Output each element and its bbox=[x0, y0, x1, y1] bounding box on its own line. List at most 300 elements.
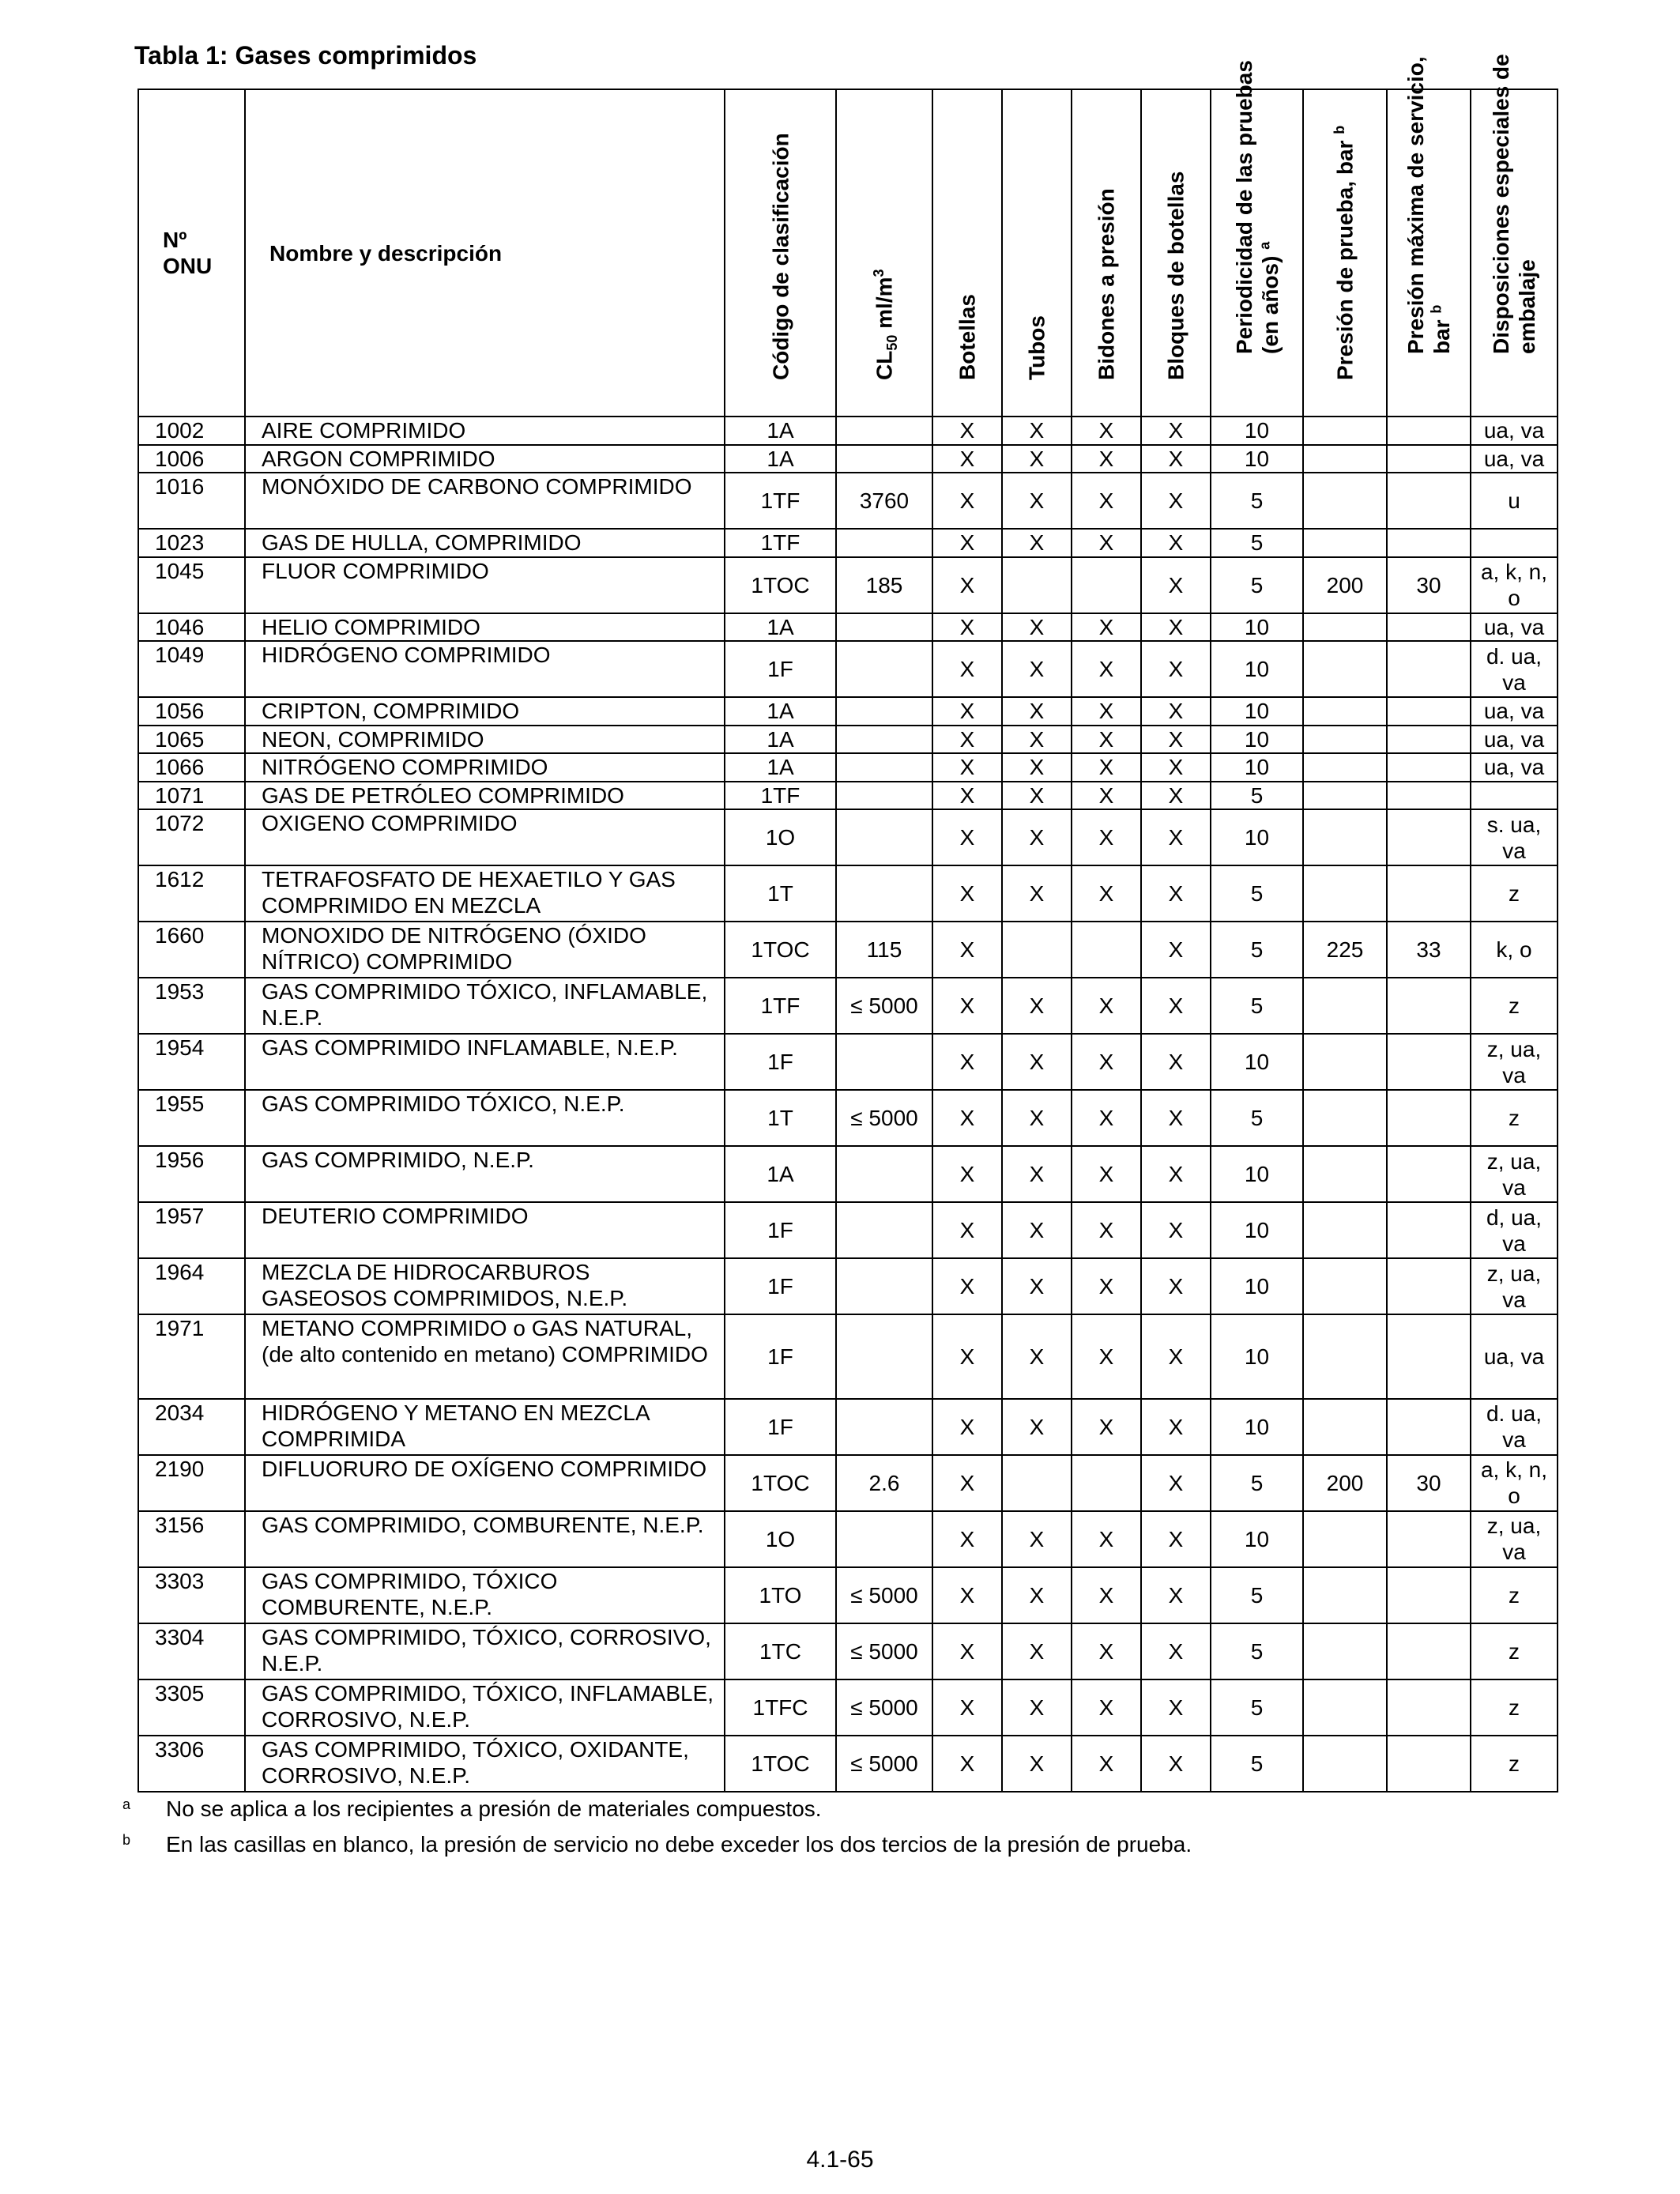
header-disposiciones-line1: Disposiciones especiales de bbox=[1489, 54, 1513, 354]
cell-disposiciones: z bbox=[1471, 1679, 1558, 1736]
header-lc50-text: CL bbox=[872, 350, 897, 380]
cell-presion-prueba bbox=[1303, 865, 1387, 922]
cell-periodicidad: 10 bbox=[1211, 1202, 1303, 1258]
cell-botellas: X bbox=[932, 1623, 1002, 1679]
cell-botellas: X bbox=[932, 1736, 1002, 1792]
cell-bloques: X bbox=[1141, 782, 1211, 810]
cell-disposiciones: z, ua, va bbox=[1471, 1511, 1558, 1567]
cell-onu: 2034 bbox=[138, 1399, 245, 1455]
cell-bloques: X bbox=[1141, 641, 1211, 697]
cell-bidones: X bbox=[1072, 1034, 1141, 1090]
cell-name: GAS COMPRIMIDO, TÓXICO, INFLAMABLE, CORROSIVO, N.E.P. bbox=[245, 1679, 725, 1736]
cell-tubos: X bbox=[1002, 753, 1072, 782]
cell-presion-prueba bbox=[1303, 1258, 1387, 1314]
cell-bloques: X bbox=[1141, 445, 1211, 473]
cell-bidones: X bbox=[1072, 473, 1141, 529]
cell-code: 1A bbox=[725, 613, 836, 642]
cell-bidones: X bbox=[1072, 1202, 1141, 1258]
cell-code: 1A bbox=[725, 697, 836, 726]
cell-tubos: X bbox=[1002, 782, 1072, 810]
cell-lc50 bbox=[836, 809, 932, 865]
cell-botellas: X bbox=[932, 782, 1002, 810]
cell-botellas: X bbox=[932, 529, 1002, 557]
table-row bbox=[138, 865, 1558, 922]
table-row bbox=[138, 1034, 1558, 1090]
cell-code: 1T bbox=[725, 1090, 836, 1146]
cell-periodicidad: 5 bbox=[1211, 1567, 1303, 1623]
cell-periodicidad: 5 bbox=[1211, 865, 1303, 922]
cell-lc50: ≤ 5000 bbox=[836, 1090, 932, 1146]
cell-tubos: X bbox=[1002, 1090, 1072, 1146]
cell-presion-prueba bbox=[1303, 445, 1387, 473]
cell-tubos: X bbox=[1002, 1399, 1072, 1455]
header-botellas bbox=[932, 89, 1002, 417]
cell-periodicidad: 10 bbox=[1211, 417, 1303, 445]
table-row bbox=[138, 417, 1558, 445]
cell-bloques: X bbox=[1141, 753, 1211, 782]
cell-onu: 1954 bbox=[138, 1034, 245, 1090]
cell-botellas: X bbox=[932, 1146, 1002, 1202]
cell-tubos: X bbox=[1002, 641, 1072, 697]
header-botellas-text: Botellas bbox=[955, 294, 980, 380]
cell-onu: 2190 bbox=[138, 1455, 245, 1511]
header-presion-max bbox=[1387, 56, 1471, 417]
cell-bloques: X bbox=[1141, 1314, 1211, 1399]
header-disposiciones bbox=[1471, 54, 1558, 417]
cell-name: GAS COMPRIMIDO, TÓXICO, OXIDANTE, CORROSIVO, N.E.P. bbox=[245, 1736, 725, 1792]
cell-presion-max: 30 bbox=[1387, 1455, 1471, 1511]
cell-lc50: ≤ 5000 bbox=[836, 1623, 932, 1679]
cell-tubos bbox=[1002, 557, 1072, 613]
footnote-a-mark: a bbox=[122, 1796, 131, 1812]
cell-lc50 bbox=[836, 1146, 932, 1202]
cell-botellas: X bbox=[932, 726, 1002, 754]
cell-lc50 bbox=[836, 865, 932, 922]
table-row bbox=[138, 473, 1558, 529]
cell-presion-prueba bbox=[1303, 753, 1387, 782]
header-tubos-text: Tubos bbox=[1024, 315, 1049, 380]
header-periodicidad-line1: Periodicidad de las pruebas bbox=[1231, 60, 1256, 354]
header-bloques-text: Bloques de botellas bbox=[1163, 171, 1188, 380]
table-row bbox=[138, 1146, 1558, 1202]
cell-lc50 bbox=[836, 641, 932, 697]
cell-presion-max bbox=[1387, 529, 1471, 557]
cell-bidones: X bbox=[1072, 1314, 1141, 1399]
cell-disposiciones: ua, va bbox=[1471, 1314, 1558, 1399]
cell-bidones: X bbox=[1072, 809, 1141, 865]
cell-periodicidad: 5 bbox=[1211, 782, 1303, 810]
cell-name: MONÓXIDO DE CARBONO COMPRIMIDO bbox=[245, 473, 725, 529]
cell-botellas: X bbox=[932, 1202, 1002, 1258]
cell-bidones: X bbox=[1072, 782, 1141, 810]
cell-name: GAS COMPRIMIDO, COMBURENTE, N.E.P. bbox=[245, 1511, 725, 1567]
cell-code: 1A bbox=[725, 726, 836, 754]
cell-onu: 1957 bbox=[138, 1202, 245, 1258]
cell-name: HELIO COMPRIMIDO bbox=[245, 613, 725, 642]
cell-name: GAS COMPRIMIDO TÓXICO, INFLAMABLE, N.E.P. bbox=[245, 978, 725, 1034]
cell-bloques: X bbox=[1141, 417, 1211, 445]
cell-disposiciones: ua, va bbox=[1471, 726, 1558, 754]
cell-name: GAS COMPRIMIDO, TÓXICO, CORROSIVO, N.E.P. bbox=[245, 1623, 725, 1679]
table-row bbox=[138, 641, 1558, 697]
cell-onu: 1964 bbox=[138, 1258, 245, 1314]
cell-presion-prueba bbox=[1303, 1511, 1387, 1567]
cell-tubos: X bbox=[1002, 1258, 1072, 1314]
cell-bidones: X bbox=[1072, 865, 1141, 922]
cell-onu: 1056 bbox=[138, 697, 245, 726]
cell-bidones: X bbox=[1072, 1399, 1141, 1455]
table-row bbox=[138, 809, 1558, 865]
cell-name: DIFLUORURO DE OXÍGENO COMPRIMIDO bbox=[245, 1455, 725, 1511]
cell-presion-prueba bbox=[1303, 641, 1387, 697]
cell-presion-prueba bbox=[1303, 1314, 1387, 1399]
cell-disposiciones: z bbox=[1471, 1567, 1558, 1623]
cell-name: METANO COMPRIMIDO o GAS NATURAL, (de alto contenido en metano) COMPRIMIDO bbox=[245, 1314, 725, 1399]
cell-presion-max bbox=[1387, 865, 1471, 922]
header-lc50-sup: 3 bbox=[871, 269, 887, 277]
cell-presion-prueba: 200 bbox=[1303, 557, 1387, 613]
cell-name: GAS DE HULLA, COMPRIMIDO bbox=[245, 529, 725, 557]
cell-disposiciones bbox=[1471, 529, 1558, 557]
table-row bbox=[138, 1455, 1558, 1511]
cell-bloques: X bbox=[1141, 613, 1211, 642]
table-row bbox=[138, 1399, 1558, 1455]
cell-periodicidad: 5 bbox=[1211, 557, 1303, 613]
cell-botellas: X bbox=[932, 1314, 1002, 1399]
cell-presion-prueba bbox=[1303, 978, 1387, 1034]
cell-bidones bbox=[1072, 557, 1141, 613]
header-lc50-sub: 50 bbox=[884, 334, 901, 351]
cell-bidones: X bbox=[1072, 726, 1141, 754]
cell-botellas: X bbox=[932, 1258, 1002, 1314]
cell-bloques: X bbox=[1141, 1258, 1211, 1314]
cell-lc50 bbox=[836, 726, 932, 754]
table-row bbox=[138, 613, 1558, 642]
table-row bbox=[138, 1314, 1558, 1399]
cell-lc50 bbox=[836, 1034, 932, 1090]
cell-onu: 1006 bbox=[138, 445, 245, 473]
cell-code: 1TOC bbox=[725, 1736, 836, 1792]
table-row bbox=[138, 1623, 1558, 1679]
cell-lc50 bbox=[836, 1399, 932, 1455]
cell-presion-max bbox=[1387, 1314, 1471, 1399]
cell-bidones: X bbox=[1072, 1090, 1141, 1146]
cell-periodicidad: 10 bbox=[1211, 445, 1303, 473]
cell-bidones bbox=[1072, 922, 1141, 978]
table-row bbox=[138, 529, 1558, 557]
cell-name: GAS COMPRIMIDO TÓXICO, N.E.P. bbox=[245, 1090, 725, 1146]
cell-bidones: X bbox=[1072, 1679, 1141, 1736]
header-tubos bbox=[1002, 89, 1072, 417]
cell-tubos: X bbox=[1002, 726, 1072, 754]
cell-lc50 bbox=[836, 529, 932, 557]
cell-name: HIDRÓGENO Y METANO EN MEZCLA COMPRIMIDA bbox=[245, 1399, 725, 1455]
cell-name: HIDRÓGENO COMPRIMIDO bbox=[245, 641, 725, 697]
cell-disposiciones: ua, va bbox=[1471, 697, 1558, 726]
header-bidones bbox=[1072, 89, 1141, 417]
cell-disposiciones: z, ua, va bbox=[1471, 1258, 1558, 1314]
cell-code: 1O bbox=[725, 1511, 836, 1567]
cell-periodicidad: 10 bbox=[1211, 1511, 1303, 1567]
cell-disposiciones: a, k, n, o bbox=[1471, 557, 1558, 613]
cell-periodicidad: 10 bbox=[1211, 697, 1303, 726]
cell-onu: 1660 bbox=[138, 922, 245, 978]
cell-disposiciones: z bbox=[1471, 978, 1558, 1034]
cell-botellas: X bbox=[932, 1511, 1002, 1567]
cell-disposiciones: d. ua, va bbox=[1471, 641, 1558, 697]
table-row bbox=[138, 1567, 1558, 1623]
header-periodicidad-sup: a bbox=[1256, 241, 1273, 250]
cell-presion-max bbox=[1387, 978, 1471, 1034]
cell-presion-prueba bbox=[1303, 697, 1387, 726]
cell-disposiciones: z bbox=[1471, 1623, 1558, 1679]
cell-botellas: X bbox=[932, 473, 1002, 529]
cell-disposiciones: ua, va bbox=[1471, 445, 1558, 473]
cell-tubos: X bbox=[1002, 1679, 1072, 1736]
cell-tubos: X bbox=[1002, 865, 1072, 922]
cell-onu: 1046 bbox=[138, 613, 245, 642]
header-code bbox=[725, 89, 836, 417]
cell-tubos: X bbox=[1002, 1623, 1072, 1679]
cell-onu: 1956 bbox=[138, 1146, 245, 1202]
cell-bloques: X bbox=[1141, 697, 1211, 726]
cell-lc50 bbox=[836, 417, 932, 445]
cell-botellas: X bbox=[932, 697, 1002, 726]
header-periodicidad-line2: (en años) bbox=[1257, 249, 1283, 354]
cell-bidones: X bbox=[1072, 753, 1141, 782]
cell-bloques: X bbox=[1141, 557, 1211, 613]
cell-code: 1TC bbox=[725, 1623, 836, 1679]
cell-presion-max bbox=[1387, 1736, 1471, 1792]
cell-presion-max bbox=[1387, 1202, 1471, 1258]
cell-bidones: X bbox=[1072, 1146, 1141, 1202]
cell-presion-prueba bbox=[1303, 473, 1387, 529]
cell-code: 1TOC bbox=[725, 1455, 836, 1511]
cell-disposiciones: ua, va bbox=[1471, 753, 1558, 782]
cell-periodicidad: 5 bbox=[1211, 529, 1303, 557]
cell-disposiciones: z, ua, va bbox=[1471, 1034, 1558, 1090]
cell-disposiciones: d, ua, va bbox=[1471, 1202, 1558, 1258]
cell-periodicidad: 10 bbox=[1211, 641, 1303, 697]
table-row bbox=[138, 978, 1558, 1034]
cell-bidones: X bbox=[1072, 1567, 1141, 1623]
cell-onu: 1612 bbox=[138, 865, 245, 922]
cell-bloques: X bbox=[1141, 529, 1211, 557]
cell-code: 1F bbox=[725, 1314, 836, 1399]
cell-lc50: ≤ 5000 bbox=[836, 1679, 932, 1736]
cell-botellas: X bbox=[932, 753, 1002, 782]
cell-periodicidad: 5 bbox=[1211, 1679, 1303, 1736]
cell-name: CRIPTON, COMPRIMIDO bbox=[245, 697, 725, 726]
cell-botellas: X bbox=[932, 978, 1002, 1034]
cell-periodicidad: 10 bbox=[1211, 809, 1303, 865]
cell-disposiciones: z bbox=[1471, 1736, 1558, 1792]
cell-tubos: X bbox=[1002, 1034, 1072, 1090]
cell-periodicidad: 5 bbox=[1211, 1090, 1303, 1146]
cell-tubos bbox=[1002, 922, 1072, 978]
cell-botellas: X bbox=[932, 1034, 1002, 1090]
cell-code: 1F bbox=[725, 1202, 836, 1258]
table-row bbox=[138, 1258, 1558, 1314]
cell-lc50 bbox=[836, 782, 932, 810]
cell-disposiciones: z bbox=[1471, 865, 1558, 922]
cell-botellas: X bbox=[932, 1679, 1002, 1736]
cell-bloques: X bbox=[1141, 726, 1211, 754]
cell-bloques: X bbox=[1141, 922, 1211, 978]
header-bidones-text: Bidones a presión bbox=[1094, 188, 1119, 380]
cell-disposiciones: a, k, n, o bbox=[1471, 1455, 1558, 1511]
cell-lc50: 2.6 bbox=[836, 1455, 932, 1511]
cell-tubos bbox=[1002, 1455, 1072, 1511]
cell-presion-prueba bbox=[1303, 809, 1387, 865]
table-row bbox=[138, 1090, 1558, 1146]
cell-bloques: X bbox=[1141, 1146, 1211, 1202]
cell-name: MONOXIDO DE NITRÓGENO (ÓXIDO NÍTRICO) COMPRIMIDO bbox=[245, 922, 725, 978]
cell-onu: 1049 bbox=[138, 641, 245, 697]
table-row bbox=[138, 697, 1558, 726]
cell-tubos: X bbox=[1002, 809, 1072, 865]
cell-bidones: X bbox=[1072, 1258, 1141, 1314]
cell-name: AIRE COMPRIMIDO bbox=[245, 417, 725, 445]
cell-botellas: X bbox=[932, 922, 1002, 978]
header-periodicidad bbox=[1211, 60, 1303, 417]
cell-code: 1TF bbox=[725, 473, 836, 529]
cell-presion-max bbox=[1387, 1090, 1471, 1146]
cell-code: 1F bbox=[725, 641, 836, 697]
cell-lc50 bbox=[836, 445, 932, 473]
cell-tubos: X bbox=[1002, 1736, 1072, 1792]
cell-lc50: 3760 bbox=[836, 473, 932, 529]
cell-disposiciones: ua, va bbox=[1471, 417, 1558, 445]
cell-presion-max bbox=[1387, 782, 1471, 810]
cell-tubos: X bbox=[1002, 613, 1072, 642]
cell-disposiciones: u bbox=[1471, 473, 1558, 529]
cell-botellas: X bbox=[932, 613, 1002, 642]
cell-name: GAS COMPRIMIDO INFLAMABLE, N.E.P. bbox=[245, 1034, 725, 1090]
cell-name: MEZCLA DE HIDROCARBUROS GASEOSOS COMPRIMIDOS, N.E.P. bbox=[245, 1258, 725, 1314]
header-bloques bbox=[1141, 89, 1211, 417]
cell-presion-max bbox=[1387, 1567, 1471, 1623]
cell-periodicidad: 5 bbox=[1211, 1736, 1303, 1792]
cell-presion-max: 33 bbox=[1387, 922, 1471, 978]
cell-code: 1O bbox=[725, 809, 836, 865]
cell-botellas: X bbox=[932, 641, 1002, 697]
table-body bbox=[138, 417, 1558, 1792]
cell-bidones: X bbox=[1072, 641, 1141, 697]
cell-bloques: X bbox=[1141, 1511, 1211, 1567]
header-presion-max-line2: bar bbox=[1430, 313, 1454, 354]
cell-periodicidad: 10 bbox=[1211, 726, 1303, 754]
cell-presion-max bbox=[1387, 809, 1471, 865]
cell-botellas: X bbox=[932, 865, 1002, 922]
cell-disposiciones: d. ua, va bbox=[1471, 1399, 1558, 1455]
header-presion-max-line1: Presión máxima de servicio, bbox=[1403, 56, 1428, 354]
cell-presion-prueba bbox=[1303, 1202, 1387, 1258]
cell-lc50: 185 bbox=[836, 557, 932, 613]
cell-botellas: X bbox=[932, 809, 1002, 865]
cell-onu: 1002 bbox=[138, 417, 245, 445]
cell-name: TETRAFOSFATO DE HEXAETILO Y GAS COMPRIMIDO EN MEZCLA bbox=[245, 865, 725, 922]
header-code-text: Código de clasificación bbox=[768, 133, 793, 380]
footnote-b bbox=[122, 1832, 1192, 1857]
header-presion-prueba-text: Presión de prueba, bar bbox=[1332, 134, 1358, 380]
cell-bidones: X bbox=[1072, 1623, 1141, 1679]
cell-periodicidad: 10 bbox=[1211, 753, 1303, 782]
cell-bloques: X bbox=[1141, 865, 1211, 922]
cell-presion-max bbox=[1387, 1511, 1471, 1567]
cell-presion-max bbox=[1387, 473, 1471, 529]
cell-presion-prueba bbox=[1303, 1679, 1387, 1736]
header-name bbox=[245, 89, 725, 417]
cell-botellas: X bbox=[932, 557, 1002, 613]
page-number: 4.1-65 bbox=[806, 2147, 874, 2173]
cell-onu: 3303 bbox=[138, 1567, 245, 1623]
cell-name: ARGON COMPRIMIDO bbox=[245, 445, 725, 473]
header-presion-max-sup: b bbox=[1428, 304, 1445, 314]
cell-botellas: X bbox=[932, 1455, 1002, 1511]
cell-onu: 3305 bbox=[138, 1679, 245, 1736]
cell-presion-prueba bbox=[1303, 1034, 1387, 1090]
table-row bbox=[138, 922, 1558, 978]
cell-name: DEUTERIO COMPRIMIDO bbox=[245, 1202, 725, 1258]
cell-code: 1A bbox=[725, 1146, 836, 1202]
cell-onu: 1071 bbox=[138, 782, 245, 810]
cell-lc50: ≤ 5000 bbox=[836, 1567, 932, 1623]
cell-onu: 1066 bbox=[138, 753, 245, 782]
cell-name: NEON, COMPRIMIDO bbox=[245, 726, 725, 754]
cell-botellas: X bbox=[932, 1090, 1002, 1146]
cell-bloques: X bbox=[1141, 1034, 1211, 1090]
cell-bloques: X bbox=[1141, 1679, 1211, 1736]
cell-name: GAS DE PETRÓLEO COMPRIMIDO bbox=[245, 782, 725, 810]
cell-onu: 1023 bbox=[138, 529, 245, 557]
table-row bbox=[138, 1736, 1558, 1792]
cell-lc50 bbox=[836, 753, 932, 782]
cell-name: FLUOR COMPRIMIDO bbox=[245, 557, 725, 613]
cell-periodicidad: 5 bbox=[1211, 922, 1303, 978]
cell-code: 1TF bbox=[725, 529, 836, 557]
cell-bidones: X bbox=[1072, 445, 1141, 473]
cell-bloques: X bbox=[1141, 1623, 1211, 1679]
footnote-a bbox=[122, 1796, 822, 1822]
table-row bbox=[138, 753, 1558, 782]
cell-disposiciones: ua, va bbox=[1471, 613, 1558, 642]
cell-presion-max bbox=[1387, 753, 1471, 782]
cell-onu: 1953 bbox=[138, 978, 245, 1034]
cell-disposiciones bbox=[1471, 782, 1558, 810]
header-row bbox=[138, 89, 1558, 417]
cell-bloques: X bbox=[1141, 1202, 1211, 1258]
cell-periodicidad: 10 bbox=[1211, 1146, 1303, 1202]
cell-periodicidad: 5 bbox=[1211, 473, 1303, 529]
table-row bbox=[138, 1679, 1558, 1736]
cell-lc50 bbox=[836, 1202, 932, 1258]
cell-name: GAS COMPRIMIDO, N.E.P. bbox=[245, 1146, 725, 1202]
cell-disposiciones: k, o bbox=[1471, 922, 1558, 978]
cell-presion-max bbox=[1387, 445, 1471, 473]
cell-periodicidad: 10 bbox=[1211, 613, 1303, 642]
cell-code: 1TO bbox=[725, 1567, 836, 1623]
cell-onu: 3156 bbox=[138, 1511, 245, 1567]
cell-bidones: X bbox=[1072, 697, 1141, 726]
cell-code: 1A bbox=[725, 445, 836, 473]
cell-lc50: ≤ 5000 bbox=[836, 1736, 932, 1792]
cell-presion-max bbox=[1387, 417, 1471, 445]
cell-onu: 1955 bbox=[138, 1090, 245, 1146]
cell-disposiciones: z bbox=[1471, 1090, 1558, 1146]
cell-presion-max bbox=[1387, 697, 1471, 726]
cell-presion-prueba bbox=[1303, 1146, 1387, 1202]
